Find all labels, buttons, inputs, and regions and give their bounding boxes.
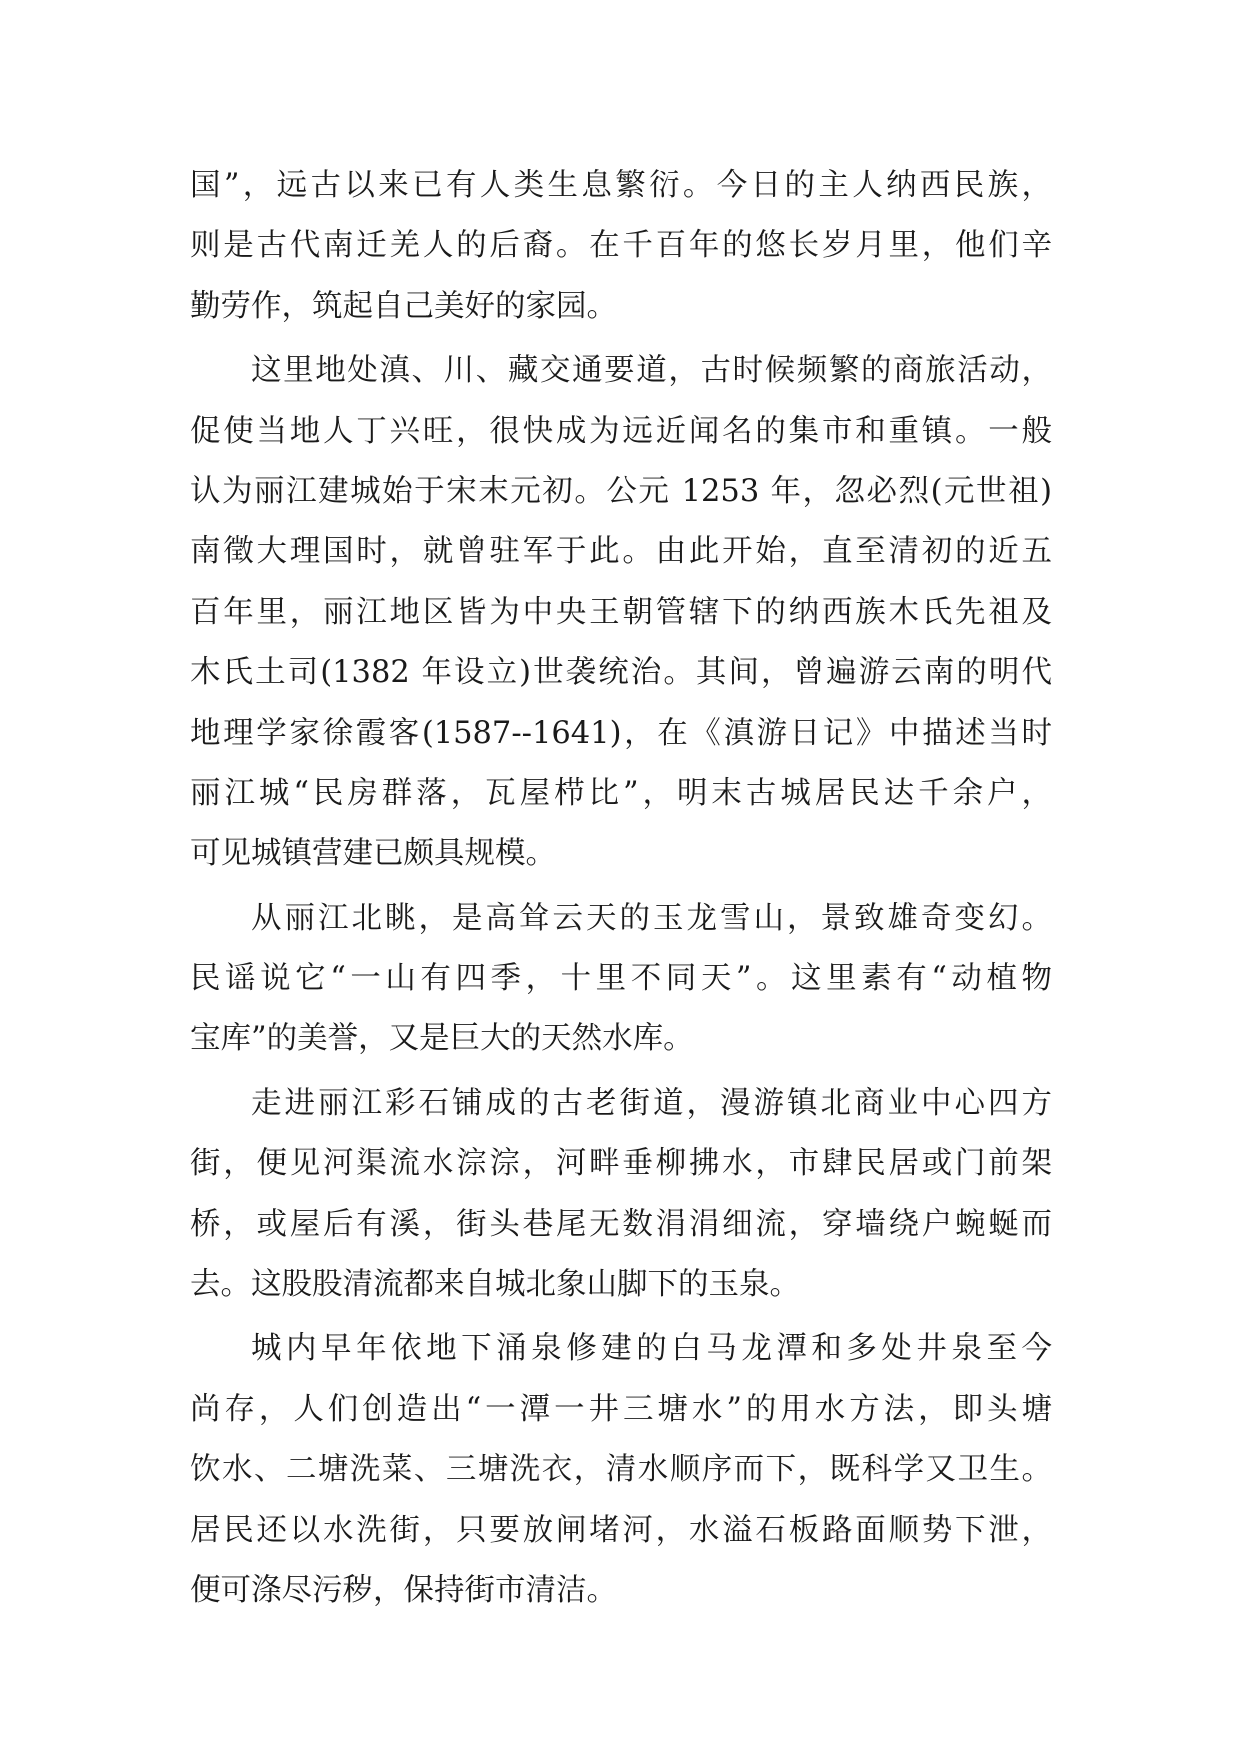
text-line: 地理学家徐霞客(1587--1641)，在《滇游日记》中描述当时: [190, 715, 1052, 751]
text-line: 勤劳作，筑起自己美好的家园。: [190, 288, 617, 324]
text-line: 民谣说它“一山有四季，十里不同天”。这里素有“动植物: [190, 961, 1052, 997]
text-line: 国”，远古以来已有人类生息繁衍。今日的主人纳西民族，: [190, 168, 1052, 203]
text-line: 南徵大理国时，就曾驻军于此。由此开始，直至清初的近五: [190, 534, 1052, 570]
text-line: 桥，或屋后有溪，街头巷尾无数涓涓细流，穿墙绕户蜿蜒而: [190, 1206, 1052, 1242]
text-line: 街，便见河渠流水淙淙，河畔垂柳拂水，市肆民居或门前架: [190, 1146, 1052, 1182]
text-line: 促使当地人丁兴旺，很快成为远近闻名的集市和重镇。一般: [190, 413, 1052, 449]
text-line: 宝库”的美誉，又是巨大的天然水库。: [190, 1021, 694, 1057]
text-line: 饮水、二塘洗菜、三塘洗衣，清水顺序而下，既科学又卫生。: [190, 1452, 1052, 1488]
text-line: 居民还以水洗街，只要放闸堵河，水溢石板路面顺势下泄，: [190, 1512, 1052, 1548]
text-line: 百年里，丽江地区皆为中央王朝管辖下的纳西族木氏先祖及: [190, 594, 1052, 630]
text-line: 走进丽江彩石铺成的古老街道，漫游镇北商业中心四方: [251, 1085, 1052, 1121]
text-line: 便可涤尽污秽，保持街市清洁。: [190, 1572, 617, 1608]
text-line: 从丽江北眺，是高耸云天的玉龙雪山，景致雄奇变幻。: [251, 900, 1052, 936]
document-body: [190, 156, 1052, 1621]
text-line: 尚存，人们创造出“一潭一井三塘水”的用水方法，即头塘: [190, 1391, 1052, 1427]
text-line: 丽江城“民房群落，瓦屋栉比”，明末古城居民达千余户，: [190, 775, 1052, 811]
text-line: 城内早年依地下涌泉修建的白马龙潭和多处井泉至今: [251, 1331, 1052, 1367]
text-line: 可见城镇营建已颇具规模。: [190, 836, 556, 872]
text-line: 去。这股股清流都来自城北象山脚下的玉泉。: [190, 1267, 800, 1303]
text-line: 这里地处滇、川、藏交通要道，古时候频繁的商旅活动，: [251, 353, 1052, 389]
text-line: 认为丽江建城始于宋末元初。公元 1253 年，忽必烈(元世祖): [190, 473, 1052, 509]
text-line: 则是古代南迁羌人的后裔。在千百年的悠长岁月里，他们辛: [190, 228, 1052, 264]
text-line: 木氏土司(1382 年设立)世袭统治。其间，曾遍游云南的明代: [190, 655, 1052, 691]
